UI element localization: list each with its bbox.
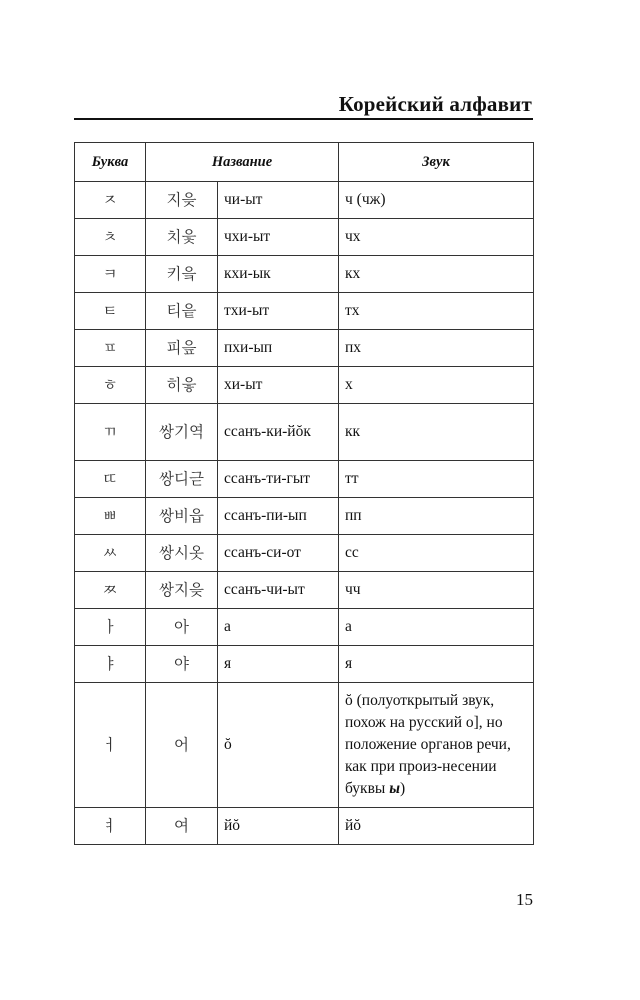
hangul-name-cell: 어 [146, 683, 218, 808]
russian-name-cell: ссанъ-си-от [218, 535, 339, 572]
letter-cell: ㅃ [75, 498, 146, 535]
table-row [75, 498, 534, 535]
russian-name-cell: ссанъ-пи-ып [218, 498, 339, 535]
table-row [75, 219, 534, 256]
sound-cell: сс [339, 535, 534, 572]
hangul-name-cell: 쌍시옷 [146, 535, 218, 572]
page-title: Корейский алфавит [338, 92, 532, 116]
russian-name-cell: пхи-ып [218, 330, 339, 367]
hangul-name-cell: 치읓 [146, 219, 218, 256]
russian-name-cell: кхи-ык [218, 256, 339, 293]
russian-name-cell: чи-ыт [218, 182, 339, 219]
sound-cell: я [339, 646, 534, 683]
sound-cell: чх [339, 219, 534, 256]
header-name: Название [146, 143, 339, 182]
russian-name-cell: а [218, 609, 339, 646]
table-row [75, 535, 534, 572]
russian-name-cell: ссанъ-ти-гыт [218, 461, 339, 498]
alphabet-table [74, 142, 534, 845]
table-row [75, 683, 534, 808]
sound-cell: ч (чж) [339, 182, 534, 219]
table-row [75, 404, 534, 461]
letter-cell: ㅋ [75, 256, 146, 293]
letter-cell: ㅊ [75, 219, 146, 256]
hangul-name-cell: 키읔 [146, 256, 218, 293]
header-sound: Звук [339, 143, 534, 182]
hangul-name-cell: 쌍비읍 [146, 498, 218, 535]
table-row [75, 461, 534, 498]
sound-cell [339, 683, 534, 808]
table-row [75, 609, 534, 646]
hangul-name-cell: 쌍디귿 [146, 461, 218, 498]
letter-cell: ㅍ [75, 330, 146, 367]
hangul-name-cell: 티읕 [146, 293, 218, 330]
table-row [75, 293, 534, 330]
russian-name-cell: чхи-ыт [218, 219, 339, 256]
russian-name-cell: ссанъ-ки-йŏк [218, 404, 339, 461]
sound-cell: а [339, 609, 534, 646]
hangul-name-cell: 지읒 [146, 182, 218, 219]
letter-cell: ㅏ [75, 609, 146, 646]
sound-cell: кк [339, 404, 534, 461]
letter-cell: ㄸ [75, 461, 146, 498]
sound-cell: х [339, 367, 534, 404]
table-row [75, 808, 534, 845]
letter-cell: ㅌ [75, 293, 146, 330]
table-row [75, 256, 534, 293]
letter-cell: ㅓ [75, 683, 146, 808]
hangul-name-cell: 아 [146, 609, 218, 646]
table-row [75, 367, 534, 404]
sound-cell: пп [339, 498, 534, 535]
hangul-name-cell: 여 [146, 808, 218, 845]
hangul-name-cell: 히읗 [146, 367, 218, 404]
letter-cell: ㅈ [75, 182, 146, 219]
hangul-name-cell: 피읖 [146, 330, 218, 367]
russian-name-cell: тхи-ыт [218, 293, 339, 330]
russian-name-cell: ŏ [218, 683, 339, 808]
hangul-name-cell: 쌍지읒 [146, 572, 218, 609]
hangul-name-cell: 야 [146, 646, 218, 683]
page-number: 15 [516, 890, 533, 909]
letter-cell: ㅎ [75, 367, 146, 404]
header-rule [74, 118, 533, 120]
sound-emphasis: ы [389, 780, 400, 797]
table-row [75, 182, 534, 219]
table-row [75, 646, 534, 683]
sound-cell: кх [339, 256, 534, 293]
russian-name-cell: ссанъ-чи-ыт [218, 572, 339, 609]
hangul-name-cell: 쌍기역 [146, 404, 218, 461]
letter-cell: ㅕ [75, 808, 146, 845]
letter-cell: ㅑ [75, 646, 146, 683]
header-letter: Буква [75, 143, 146, 182]
table-row [75, 330, 534, 367]
sound-text-end: ) [399, 780, 406, 797]
sound-cell: пх [339, 330, 534, 367]
table-header-row [75, 143, 534, 182]
table-row [75, 572, 534, 609]
sound-cell: тх [339, 293, 534, 330]
russian-name-cell: я [218, 646, 339, 683]
russian-name-cell: йŏ [218, 808, 339, 845]
sound-cell: чч [339, 572, 534, 609]
letter-cell: ㄲ [75, 404, 146, 461]
letter-cell: ㅉ [75, 572, 146, 609]
sound-cell: тт [339, 461, 534, 498]
letter-cell: ㅆ [75, 535, 146, 572]
sound-text: ŏ (полуоткрытый звук, похож на русский о], но положение органов речи, как при произ-несении буквы [345, 692, 511, 797]
sound-cell: йŏ [339, 808, 534, 845]
russian-name-cell: хи-ыт [218, 367, 339, 404]
